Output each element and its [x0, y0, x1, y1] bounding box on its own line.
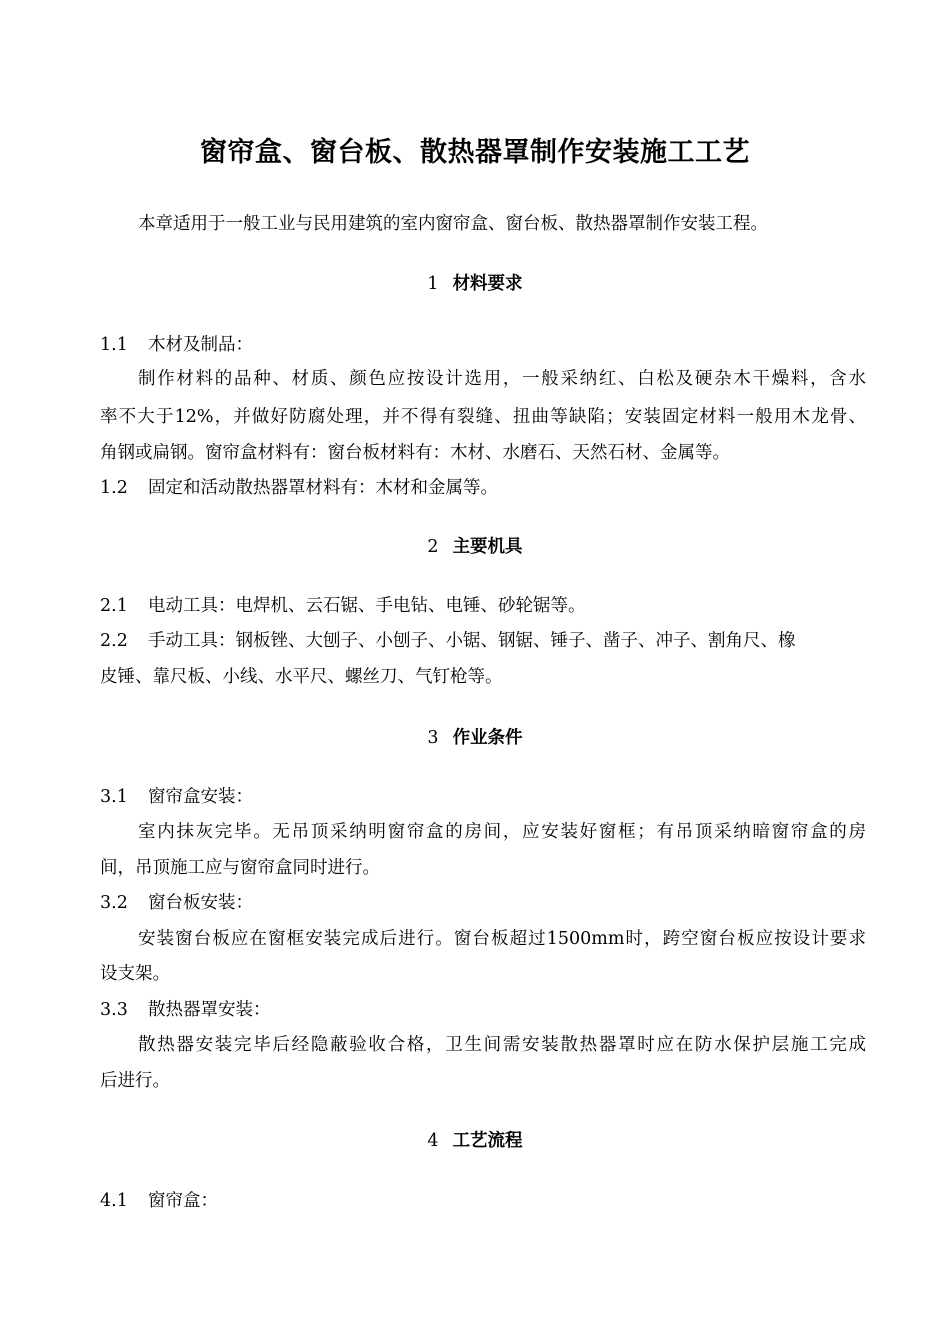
subsection-number: 3.2	[100, 893, 128, 913]
subsection-text: 散热器罩安装：	[148, 1000, 271, 1020]
subsection-1-1	[100, 337, 253, 355]
paragraph-line: 后进行。	[100, 1071, 170, 1091]
subsection-text: 木材及制品：	[148, 335, 253, 355]
paragraph-line: 安装窗台板应在窗框安装完成后进行。窗台板超过1500mm时，跨空窗台板应按设计要求	[138, 929, 866, 949]
section-heading-4	[0, 1133, 950, 1151]
section-title: 材料要求	[452, 274, 523, 294]
subsection-text: 窗帘盒安装：	[148, 787, 253, 807]
subsection-text: 窗台板安装：	[148, 893, 253, 913]
paragraph-line: 设支架。	[100, 964, 170, 984]
subsection-number: 3.3	[100, 1000, 128, 1020]
subsection-number: 1.2	[100, 478, 128, 498]
paragraph-line: 率不大于12%，并做好防腐处理，并不得有裂缝、扭曲等缺陷；安装固定材料一般用木龙骨、	[100, 407, 866, 427]
section-title: 作业条件	[452, 728, 523, 748]
subsection-text: 手动工具：钢板锉、大刨子、小刨子、小锯、钢锯、锤子、凿子、冲子、割角尺、橡	[148, 631, 796, 651]
paragraph-line: 皮锤、靠尺板、小线、水平尺、螺丝刀、气钉枪等。	[100, 667, 503, 687]
document-title: 窗帘盒、窗台板、散热器罩制作安装施工工艺	[200, 137, 750, 168]
paragraph-line: 间，吊顶施工应与窗帘盒同时进行。	[100, 858, 380, 878]
section-title: 工艺流程	[452, 1131, 523, 1151]
paragraph-line: 散热器安装完毕后经隐蔽验收合格，卫生间需安装散热器罩时应在防水保护层施工完成	[138, 1035, 866, 1055]
subsection-number: 3.1	[100, 787, 128, 807]
subsection-3-1	[100, 789, 253, 807]
subsection-1-2	[100, 480, 498, 498]
subsection-number: 2.2	[100, 631, 128, 651]
subsection-4-1	[100, 1193, 218, 1211]
paragraph-line: 角钢或扁钢。窗帘盒材料有：窗台板材料有：木材、水磨石、天然石材、金属等。	[100, 443, 730, 463]
subsection-number: 4.1	[100, 1191, 128, 1211]
section-number: 2	[427, 537, 439, 557]
subsection-number: 2.1	[100, 596, 128, 616]
paragraph-line: 制作材料的品种、材质、颜色应按设计选用，一般采纳红、白松及硬杂木干燥料，含水	[138, 369, 866, 389]
intro-paragraph: 本章适用于一般工业与民用建筑的室内窗帘盒、窗台板、散热器罩制作安装工程。	[138, 214, 768, 234]
subsection-text: 电动工具：电焊机、云石锯、手电钻、电锤、砂轮锯等。	[148, 596, 586, 616]
section-number: 3	[427, 728, 439, 748]
subsection-3-2	[100, 895, 253, 913]
subsection-2-2	[100, 633, 866, 651]
section-heading-2	[0, 539, 950, 557]
section-heading-3	[0, 730, 950, 748]
subsection-text: 窗帘盒：	[148, 1191, 218, 1211]
section-heading-1	[0, 276, 950, 294]
subsection-number: 1.1	[100, 335, 128, 355]
section-title: 主要机具	[452, 537, 523, 557]
subsection-3-3	[100, 1002, 271, 1020]
section-number: 1	[427, 274, 439, 294]
subsection-text: 固定和活动散热器罩材料有：木材和金属等。	[148, 478, 498, 498]
paragraph-line: 室内抹灰完毕。无吊顶采纳明窗帘盒的房间，应安装好窗框；有吊顶采纳暗窗帘盒的房	[138, 822, 866, 842]
subsection-2-1	[100, 598, 586, 616]
section-number: 4	[427, 1131, 439, 1151]
